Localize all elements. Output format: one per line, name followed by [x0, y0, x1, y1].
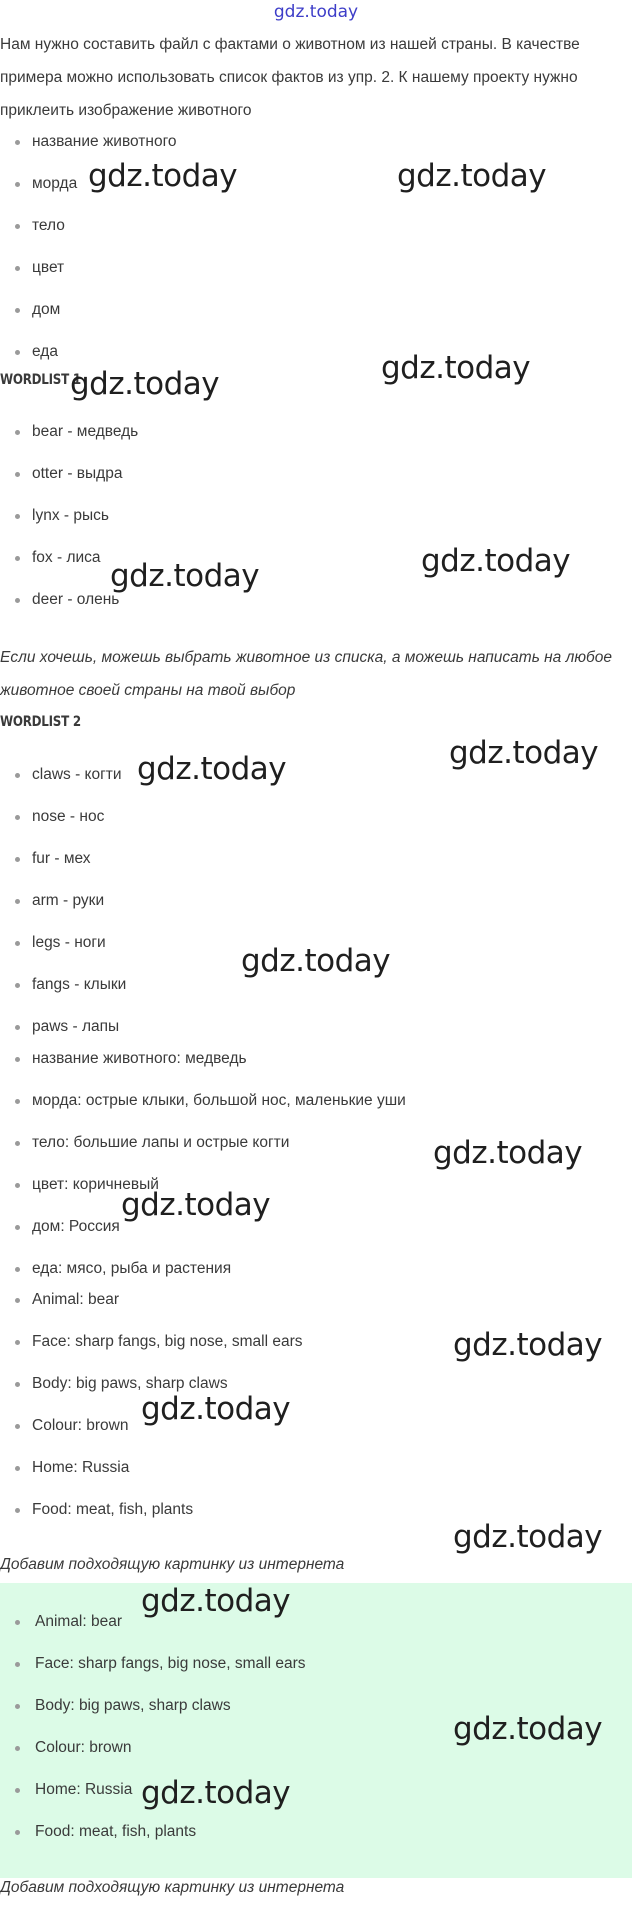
list-item: fur - мех [0, 838, 620, 880]
watermark: gdz.today [381, 350, 531, 386]
watermark: gdz.today [141, 1391, 291, 1427]
list-item: Face: sharp fangs, big nose, small ears [0, 1643, 620, 1685]
watermark: gdz.today [137, 751, 287, 787]
list-item: еда [0, 331, 620, 373]
list-item: nose - нос [0, 796, 620, 838]
list-item: Colour: brown [0, 1727, 620, 1769]
list-item: otter - выдра [0, 453, 620, 495]
list-item: deer - олень [0, 579, 620, 621]
list-item: Colour: brown [0, 1405, 620, 1447]
list-item: название животного [0, 121, 620, 163]
list-item: fox - лиса [0, 537, 620, 579]
watermark: gdz.today [453, 1711, 603, 1747]
list-item: Home: Russia [0, 1769, 620, 1811]
site-logo[interactable]: gdz.today [273, 2, 359, 22]
facts-english-list [0, 1279, 620, 1531]
list-item: Home: Russia [0, 1447, 620, 1489]
wordlist-2-heading: WORDLIST 2 [0, 714, 81, 730]
picture-note-2: Добавим подходящую картинку из интернета [0, 1879, 345, 1896]
list-item: тело: большие лапы и острые когти [0, 1122, 620, 1164]
list-item: цвет: коричневый [0, 1164, 620, 1206]
list-item: bear - медведь [0, 411, 620, 453]
list-item: дом [0, 289, 620, 331]
list-item: legs - ноги [0, 922, 620, 964]
list-item: fangs - клыки [0, 964, 620, 1006]
list-item: название животного: медведь [0, 1038, 620, 1080]
list-item: claws - когти [0, 754, 620, 796]
watermark: gdz.today [397, 158, 547, 194]
list-item: arm - руки [0, 880, 620, 922]
list-item: Animal: bear [0, 1601, 620, 1643]
watermark: gdz.today [88, 158, 238, 194]
watermark: gdz.today [141, 1775, 291, 1811]
list-item: морда: острые клыки, большой нос, маленькие уши [0, 1080, 620, 1122]
list-item: Face: sharp fangs, big nose, small ears [0, 1321, 620, 1363]
list-item: Animal: bear [0, 1279, 620, 1321]
watermark: gdz.today [241, 943, 391, 979]
watermark: gdz.today [141, 1583, 291, 1619]
picture-note: Добавим подходящую картинку из интернета [0, 1556, 345, 1573]
list-item: еда: мясо, рыба и растения [0, 1248, 620, 1290]
intro-text: Нам нужно составить файл с фактами о животном из нашей страны. В качестве примера можно использовать список фактов из упр. 2. К нашему проекту нужно приклеить изображение животного [0, 36, 580, 119]
choice-note: Если хочешь, можешь выбрать животное из списка, а можешь написать на любое животное своей страны на твой выбор [0, 649, 612, 699]
watermark: gdz.today [449, 735, 599, 771]
watermark: gdz.today [121, 1187, 271, 1223]
wordlist-2-list [0, 754, 620, 1048]
list-item: Food: meat, fish, plants [0, 1811, 620, 1853]
list-item: Body: big paws, sharp claws [0, 1363, 620, 1405]
list-item: lynx - рысь [0, 495, 620, 537]
list-item: paws - лапы [0, 1006, 620, 1048]
list-item: Food: meat, fish, plants [0, 1489, 620, 1531]
list-item: цвет [0, 247, 620, 289]
watermark: gdz.today [453, 1327, 603, 1363]
list-item: Body: big paws, sharp claws [0, 1685, 620, 1727]
list-item: морда [0, 163, 620, 205]
list-item: тело [0, 205, 620, 247]
wordlist-1-heading: WORDLIST 1 [0, 372, 81, 388]
watermark: gdz.today [70, 366, 220, 402]
watermark: gdz.today [110, 558, 260, 594]
watermark: gdz.today [433, 1135, 583, 1171]
list-item: дом: Россия [0, 1206, 620, 1248]
watermark: gdz.today [453, 1519, 603, 1555]
wordlist-1-list [0, 411, 620, 621]
watermark: gdz.today [421, 543, 571, 579]
